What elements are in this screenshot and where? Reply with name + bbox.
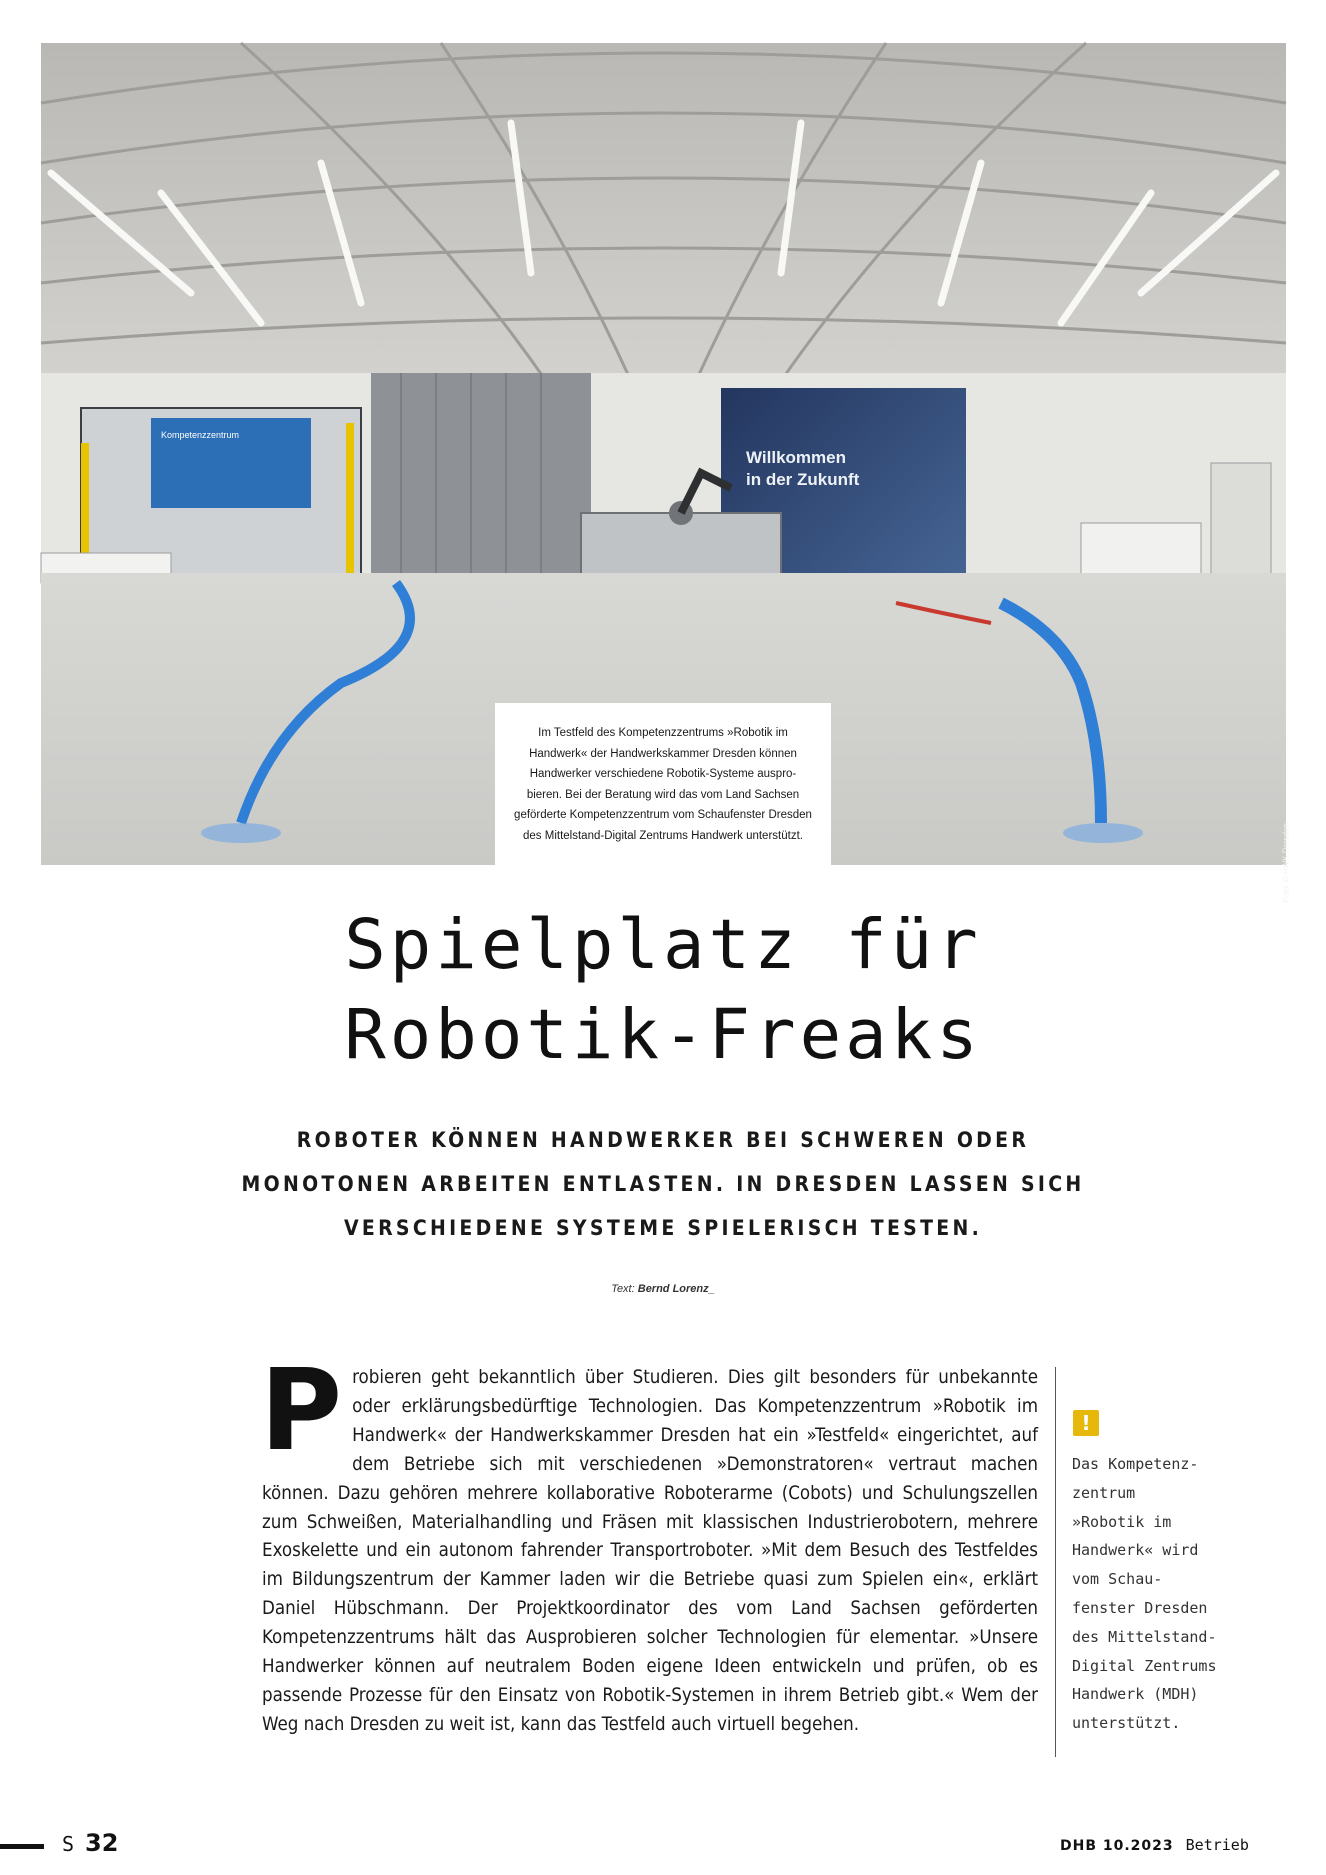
photo-credit: Foto: © HWK Dresden xyxy=(1282,823,1291,903)
title-line-2: Robotik-Freaks xyxy=(344,995,982,1075)
infobox-line: Digital Zentrums xyxy=(1072,1656,1217,1675)
infobox-line: unterstützt. xyxy=(1072,1714,1181,1733)
infobox-line: Das Kompetenz- xyxy=(1072,1455,1199,1473)
infobox-line: vom Schau- xyxy=(1072,1570,1163,1589)
svg-text:in der Zukunft: in der Zukunft xyxy=(746,470,860,489)
exclamation-icon: ! xyxy=(1073,1410,1099,1436)
footer-bar xyxy=(0,1844,44,1849)
byline xyxy=(400,1283,926,1295)
issue-label: DHB 10.2023 xyxy=(1060,1838,1174,1854)
svg-text:Willkommen: Willkommen xyxy=(746,448,846,467)
column-divider xyxy=(1055,1367,1056,1757)
title-line-1: Spielplatz für xyxy=(344,905,982,985)
footer-issue-section xyxy=(1060,1836,1249,1854)
byline-author: Bernd Lorenz_ xyxy=(637,1283,715,1295)
infobox-line: fenster Dresden xyxy=(1072,1598,1208,1617)
infobox-line: zentrum xyxy=(1072,1483,1136,1502)
infobox-line: Handwerk« wird xyxy=(1072,1541,1199,1560)
infobox-line: des Mittelstand- xyxy=(1072,1627,1217,1646)
article-lead: ROBOTER KÖNNEN HANDWERKER BEI SCHWEREN ODER MONOTONEN ARBEITEN ENTLASTEN. IN DRESDEN LASSEN SICH VERSCHIEDENE SYSTEME SPIELERISCH TESTEN. xyxy=(241,1128,1085,1240)
page-number: 32 xyxy=(85,1829,119,1857)
article-body xyxy=(260,1346,1038,1740)
article-title xyxy=(100,900,1226,1080)
body-paragraph: robieren geht bekanntlich über Studieren. Dies gilt besonders für unbekannte oder erklärungsbedürftige Technologien. Das Kompetenzzentrum »Robotik im Handwerk« der Handwerkskammer Dresden hat ein »Testfeld« eingerichtet, auf dem Betriebe sich mit verschiedenen »Demonstratoren« vertraut machen können. Dazu gehören mehrere kollaborative Roboterarme (Cobots) und Schulungszellen zum Schweißen, Materialhandling und Fräsen mit klassischen Industrierobotern, mehrere Exoskelette und ein autonom fahrender Transportroboter. »Mit dem Besuch des Testfeldes im Bildungszentrum der Kammer laden wir die Betriebe quasi zum Spielen ein«, erklärt Daniel Hübschmann. Der Projektkoordinator des vom Land Sachsen geförderten Kompetenzzentrums hält das Ausprobieren solcher Technologien für elementar. »Unsere Handwerker können auf neutralem Boden eigene Ideen entwickeln und prüfen, ob es passende Prozesse für den Einsatz von Robotik-Systemen in ihrem Betrieb gibt.« Wem der Weg nach Dresden zu weit ist, kann das Testfeld auch virtuell begehen. xyxy=(262,1367,1038,1735)
photo-caption: Im Testfeld des Kompetenzzentrums »Robotik im Handwerk« der Handwerkskammer Dresden können Handwerker verschiedene Robotik-Systeme auspro- bieren. Bei der Beratung wird das vom Land Sachsen geförderte Kompetenzzentrum vom Schaufenster Dresden des Mittelstand-Digital Zentrums Handwerk unterstützt. xyxy=(514,727,812,842)
section-label: Betrieb xyxy=(1185,1836,1249,1854)
photo-caption-box xyxy=(495,703,831,865)
wall-sign-left: Kompetenzzentrum xyxy=(161,430,240,440)
infobox-line: »Robotik im xyxy=(1072,1512,1172,1531)
drop-cap: P xyxy=(260,1346,343,1476)
infobox-text xyxy=(1072,1450,1252,1738)
infobox-line: Handwerk (MDH) xyxy=(1072,1685,1199,1704)
page-prefix: S xyxy=(62,1832,75,1856)
byline-prefix: Text: xyxy=(611,1283,635,1295)
